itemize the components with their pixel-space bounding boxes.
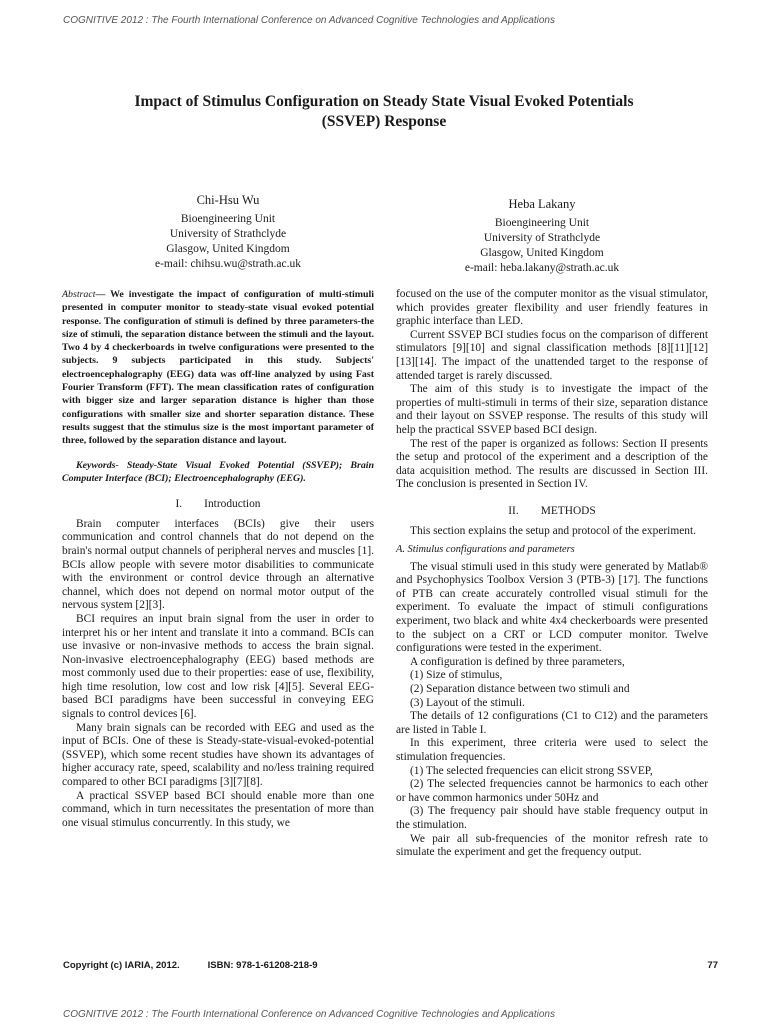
section-title: Introduction	[204, 498, 261, 511]
methods-paragraph-1: This section explains the setup and protocol of the experiment.	[410, 524, 696, 537]
author-name: Heba Lakany	[508, 197, 576, 211]
author-location: Glasgow, United Kingdom	[166, 243, 290, 255]
author-unit: Bioengineering Unit	[494, 217, 590, 229]
paper-title	[60, 92, 708, 132]
intro-paragraph-2: BCI requires an input brain signal from the user in order to interpret his or her intent and translate it into a command. BCIs can use invasive or non-invasive methods to access the brain signal. Non-invasive electroencephalography (EEG) based methods are most commonly used due to their properties: ease of use, flexibility, high time resolution, low cost and low risk [4][5]. Several EEG-based BCI paradigms have been successful in conveying EEG signals to control devices [6].	[62, 612, 374, 721]
intro-paragraph-7: The aim of this study is to investigate the impact of the properties of multi-stimuli in terms of their size, separation distance and their layout on SSVEP response. The results of this study will help the practical SSVEP based BCI design.	[396, 383, 708, 436]
intro-paragraph-1: Brain computer interfaces (BCIs) give their users communication and control channels that do not depend on the brain's normal output channels of peripheral nerves and muscles [1]. BCIs allow people with severe motor disabilities to communicate with the environment or control device through an alternative channel, which does not depend on normal motor output of the nervous system [2][3].	[62, 517, 374, 612]
running-footer: COGNITIVE 2012 : The Fourth International Conference on Advanced Cognitive Technologies and Applications	[63, 1009, 555, 1020]
author-unit: Bioengineering Unit	[180, 213, 276, 225]
methods-paragraph-5: In this experiment, three criteria were used to select the stimulation frequencies.	[396, 737, 708, 763]
title-line-1: Impact of Stimulus Configuration on Steady State Visual Evoked Potentials	[134, 93, 634, 110]
criteria-item-1: (1) The selected frequencies can elicit strong SSVEP,	[410, 764, 653, 777]
author-email[interactable]: e-mail: heba.lakany@strath.ac.uk	[464, 262, 620, 274]
methods-paragraph-6: We pair all sub-frequencies of the monitor refresh rate to simulate the experiment and get the frequency output.	[396, 832, 708, 859]
page-number: 77	[707, 960, 718, 971]
intro-paragraph-6: Current SSVEP BCI studies focus on the comparison of different stimulators [9][10] and signal classification methods [8][11][12][13][14]. The impact of the unattended target to the response of attended target is rarely discussed.	[396, 328, 708, 382]
section-heading-methods	[396, 505, 708, 519]
author-name: Chi-Hsu Wu	[196, 193, 260, 207]
author-location: Glasgow, United Kingdom	[480, 247, 604, 259]
subsection-heading-a: A. Stimulus configurations and parameters	[396, 544, 575, 556]
isbn: ISBN: 978-1-61208-218-9	[207, 960, 318, 971]
author-university: University of Strathclyde	[169, 228, 287, 240]
methods-paragraph-3: A configuration is defined by three parameters,	[410, 655, 625, 668]
section-number: II.	[508, 504, 519, 517]
parameter-item-1: (1) Size of stimulus,	[410, 669, 503, 682]
copyright-text: Copyright (c) IARIA, 2012.	[63, 960, 180, 971]
abstract	[62, 288, 374, 448]
right-column	[396, 288, 708, 860]
parameter-item-3: (3) Layout of the stimuli.	[410, 696, 525, 709]
author-block-1	[110, 193, 346, 272]
abstract-text: — We investigate the impact of configuration of multi-stimuli presented in computer monitor to steady-state visual evoked potential response. The configuration of stimuli is defined by three parameters-the size of stimuli, the separation distance between the stimuli and the layout. Two 4 by 4 checkerboards in twelve configurations were presented to the subjects. 9 subjects participated in this study. Subjects' electroencephalography (EEG) data was off-line analyzed by using Fast Fourier Transform (FFT). The mean classification rates of configuration with bigger size and larger separation distance is higher than those configurations with smaller size and shorter separation distance. These results suggest that the stimulus size is the most important parameter of three, followed by the separation distance and layout.	[62, 289, 374, 447]
methods-paragraph-4: The details of 12 configurations (C1 to C12) and the parameters are listed in Table I.	[396, 710, 708, 736]
intro-paragraph-8: The rest of the paper is organized as follows: Section II presents the setup and protocol of the experiment and a description of the data acquisition method. The results are discussed in Section III. The conclusion is presented in Section IV.	[396, 437, 708, 491]
keywords: Keywords- Steady-State Visual Evoked Potential (SSVEP); Brain Computer Interface (BCI); Electroencephalography (EEG).	[62, 459, 374, 484]
section-number: I.	[175, 498, 183, 511]
abstract-label: Abstract	[62, 289, 96, 300]
running-header: COGNITIVE 2012 : The Fourth International Conference on Advanced Cognitive Technologies and Applications	[63, 15, 555, 26]
author-email[interactable]: e-mail: chihsu.wu@strath.ac.uk	[155, 258, 301, 270]
title-line-2: (SSVEP) Response	[321, 113, 447, 130]
criteria-item-2: (2) The selected frequencies cannot be harmonics to each other or have common harmonics under 50Hz and	[396, 778, 708, 804]
copyright-notice	[63, 960, 318, 971]
intro-paragraph-5: focused on the use of the computer monitor as the visual stimulator, which provides greater flexibility and user friendly features in graphic interface than LED.	[396, 288, 708, 328]
left-column	[62, 288, 374, 830]
intro-paragraph-3: Many brain signals can be recorded with EEG and used as the input of BCIs. One of these is Steady-state-visual-evoked-potential (SSVEP), which some recent studies have shown its advantages of higher accuracy rate, speed, scalability and no/less training required compared to other BCI paradigms [3][7][8].	[62, 721, 374, 789]
author-university: University of Strathclyde	[483, 232, 601, 244]
section-heading-introduction	[62, 498, 374, 512]
section-title: METHODS	[540, 504, 596, 517]
parameter-item-2: (2) Separation distance between two stimuli and	[410, 683, 630, 696]
criteria-item-3: (3) The frequency pair should have stable frequency output in the stimulation.	[396, 805, 708, 831]
author-block-2	[424, 197, 660, 276]
intro-paragraph-4: A practical SSVEP based BCI should enable more than one command, which in turn necessitates the presentation of more than one visual stimulus concurrently. In this study, we	[62, 789, 374, 829]
methods-paragraph-2: The visual stimuli used in this study were generated by Matlab® and Psychophysics Toolbox Version 3 (PTB-3) [17]. The functions of PTB can create accurately controlled visual stimuli for the experiment. To evaluate the impact of stimuli configurations experiment, two black and white 4x4 checkerboards were presented to the subject on a CRT or LCD computer monitor. Twelve configurations were tested in the experiment.	[396, 560, 708, 655]
